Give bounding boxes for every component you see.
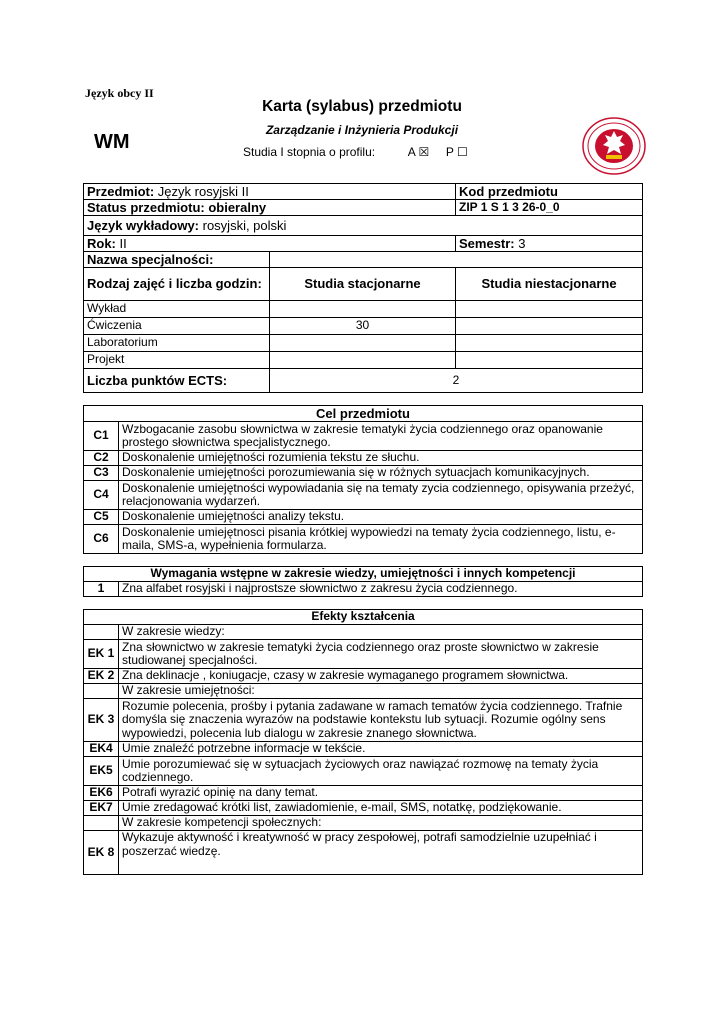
objectives-header: Cel przedmiotu <box>84 406 643 422</box>
knowledge-section-label: W zakresie wiedzy: <box>119 625 643 640</box>
table-row: C1 Wzbogacanie zasobu słownictwa w zakresie tematyki życia codziennego oraz opanowanie prostego słownictwa specjalistycznego. <box>84 422 643 451</box>
profile-label: Studia I stopnia o profilu: <box>243 145 376 159</box>
outcomes-header: Efekty kształcenia <box>84 610 643 625</box>
table-row: EK 3 Rozumie polecenia, prośby i pytania zadawane w ramach tematów życia codziennego. Trafnie domyśla się znaczenia wyrazów na podstawie kontekstu lub sytuacji. Rozumie ogólny sens wypowiedzi, polecenia lub dialogu w zakresie znanego słownictwa. <box>84 699 643 742</box>
course-code: ZIP 1 S 1 3 26-0_0 <box>456 200 643 216</box>
table-row: EK 8 Wykazuje aktywność i kreatywność w pracy zespołowej, potrafi samodzielnie uzupełniać i poszerzać wiedzę. <box>84 831 643 875</box>
specialization-label: Nazwa specjalności: <box>84 252 270 268</box>
table-row: EK 2 Zna deklinacje , koniugacje, czasy w zakresie wymaganego programem słownictwa. <box>84 669 643 684</box>
table-row: EK 1 Zna słownictwo w zakresie tematyki życia codziennego oraz proste słownictwo w zakresie studiowanej specjalności. <box>84 640 643 669</box>
page-title: Karta (sylabus) przedmiotu <box>262 98 462 115</box>
class-row: Wykład <box>84 301 643 318</box>
semester-cell: Semestr: 3 <box>456 236 643 252</box>
profile-a-checkbox[interactable]: ☒ <box>418 145 430 159</box>
table-row: C5 Doskonalenie umiejętności analizy tekstu. <box>84 510 643 525</box>
table-row: C3 Doskonalenie umiejętności porozumiewania się w różnych sytuacjach komunikacyjnych. <box>84 466 643 481</box>
table-row: EK7 Umie zredagować krótki list, zawiadomienie, e-mail, SMS, notatkę, podziękowanie. <box>84 801 643 816</box>
course-info-table <box>83 183 643 393</box>
objectives-table <box>83 405 643 554</box>
specialization-value <box>270 252 643 268</box>
requirements-table <box>83 566 643 597</box>
ects-label: Liczba punktów ECTS: <box>84 369 270 393</box>
skills-section-label: W zakresie umiejętności: <box>119 684 643 699</box>
profile-p-checkbox[interactable]: ☐ <box>457 145 468 159</box>
part-time-header: Studia niestacjonarne <box>456 268 643 301</box>
table-row: 1 Zna alfabet rosyjski i najprostsze słownictwo z zakresu życia codziennego. <box>84 582 643 597</box>
table-row: C4 Doskonalenie umiejętności wypowiadania się na tematy zycia codziennego, opisywania przeżyć, relacjonowania wydarzeń. <box>84 481 643 510</box>
learning-outcomes-table <box>83 609 643 875</box>
competences-section-label: W zakresie kompetencji społecznych: <box>119 816 643 831</box>
university-emblem <box>582 117 646 175</box>
class-row: Projekt <box>84 352 643 369</box>
ects-value: 2 <box>270 369 643 393</box>
subject-top-label: Język obcy II <box>85 86 154 100</box>
requirements-header: Wymagania wstępne w zakresie wiedzy, umiejętności i innych kompetencji <box>84 567 643 582</box>
table-row: EK4 Umie znaleźć potrzebne informacje w tekście. <box>84 742 643 757</box>
table-row: EK6 Potrafi wyrazić opinię na dany temat. <box>84 786 643 801</box>
class-row: Ćwiczenia 30 <box>84 318 643 335</box>
language-cell: Język wykładowy: rosyjski, polski <box>84 216 643 236</box>
table-row: C6 Doskonalenie umiejętnosci pisania krótkiej wypowiedzi na tematy życia codziennego, listu, e-maila, SMS-a, wypełnienia formularza. <box>84 525 643 554</box>
status-cell: Status przedmiotu: obieralny <box>84 200 456 216</box>
year-cell: Rok: II <box>84 236 456 252</box>
class-row: Laboratorium <box>84 335 643 352</box>
subject-cell: Przedmiot: Język rosyjski II <box>84 184 456 200</box>
faculty-name: Zarządzanie i Inżynieria Produkcji <box>265 123 459 137</box>
class-type-label: Rodzaj zajęć i liczba godzin: <box>84 268 270 301</box>
table-row: C2 Doskonalenie umiejętności rozumienia tekstu ze słuchu. <box>84 451 643 466</box>
profile-p-label: P <box>445 145 454 159</box>
study-profile <box>243 145 468 159</box>
wm-label: WM <box>94 131 130 153</box>
profile-a-label: A <box>407 145 416 159</box>
full-time-header: Studia stacjonarne <box>270 268 456 301</box>
table-row: EK5 Umie porozumiewać się w sytuacjach życiowych oraz nawiązać rozmowę na tematy życia codziennego. <box>84 757 643 786</box>
code-label: Kod przedmiotu <box>456 184 643 200</box>
